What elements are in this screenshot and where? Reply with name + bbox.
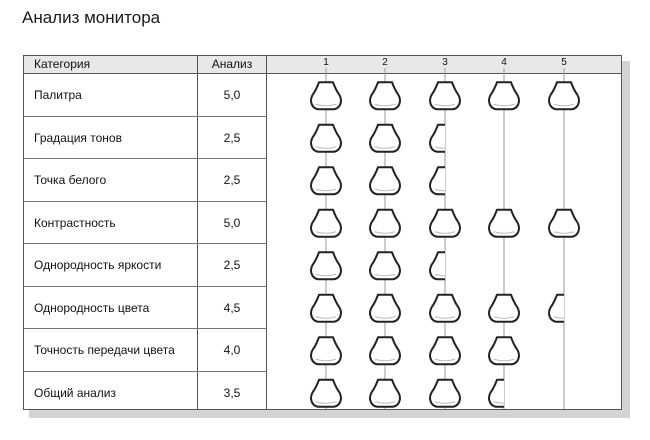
category-label: Градация тонов (34, 130, 122, 145)
category-label: Палитра (34, 88, 82, 103)
mouse-icon (430, 337, 460, 364)
mouse-icon (549, 82, 579, 109)
scale-tick-1: 1 (323, 57, 329, 68)
mouse-icon (489, 337, 519, 364)
scale-tick-2: 2 (382, 57, 388, 68)
rating-value: 2,5 (223, 258, 241, 273)
mouse-icon (370, 295, 400, 322)
mouse-icon (370, 210, 400, 237)
scale-tick-4: 4 (501, 57, 507, 68)
mouse-icon (489, 210, 519, 237)
category-label: Однородность яркости (34, 258, 162, 273)
rating-value: 3,5 (223, 385, 241, 400)
mouse-icon (370, 167, 400, 194)
category-label: Однородность цвета (34, 300, 150, 315)
mouse-icon (549, 210, 579, 237)
mouse-icon-half (489, 380, 519, 407)
header-category: Категория (34, 57, 91, 71)
mouse-icon-half (430, 125, 460, 152)
mouse-icon (311, 125, 341, 152)
mouse-icon (311, 210, 341, 237)
scale-tick-3: 3 (442, 57, 448, 68)
mouse-icon (311, 252, 341, 279)
rating-value: 2,5 (223, 173, 241, 188)
category-label: Общий анализ (34, 385, 117, 400)
mouse-icon-half (430, 252, 460, 279)
rating-value: 5,0 (223, 88, 241, 103)
mouse-icon (311, 380, 341, 407)
scale-tick-5: 5 (561, 57, 567, 68)
mouse-icon (311, 295, 341, 322)
rating-value: 4,0 (223, 343, 241, 358)
mouse-icon (370, 337, 400, 364)
mouse-icon (489, 295, 519, 322)
page-title: Анализ монитора (22, 8, 161, 27)
mouse-icon (370, 125, 400, 152)
header-rating: Анализ (211, 57, 253, 71)
mouse-icon (311, 337, 341, 364)
mouse-icon (430, 295, 460, 322)
rating-chart (24, 56, 621, 409)
mouse-icon (370, 82, 400, 109)
category-label: Точность передачи цвета (34, 343, 175, 358)
rating-value: 4,5 (223, 300, 241, 315)
mouse-icon-half (549, 295, 579, 322)
mouse-icon (430, 380, 460, 407)
mouse-icon-half (430, 167, 460, 194)
mouse-icon (370, 380, 400, 407)
mouse-icon (489, 82, 519, 109)
mouse-icon (311, 167, 341, 194)
mouse-icon (430, 82, 460, 109)
mouse-icon (311, 82, 341, 109)
rating-value: 5,0 (223, 215, 241, 230)
mouse-icon (370, 252, 400, 279)
mouse-icon (430, 210, 460, 237)
category-label: Контрастность (34, 215, 116, 230)
rating-table (23, 55, 622, 410)
category-label: Точка белого (34, 173, 107, 188)
rating-value: 2,5 (223, 130, 241, 145)
